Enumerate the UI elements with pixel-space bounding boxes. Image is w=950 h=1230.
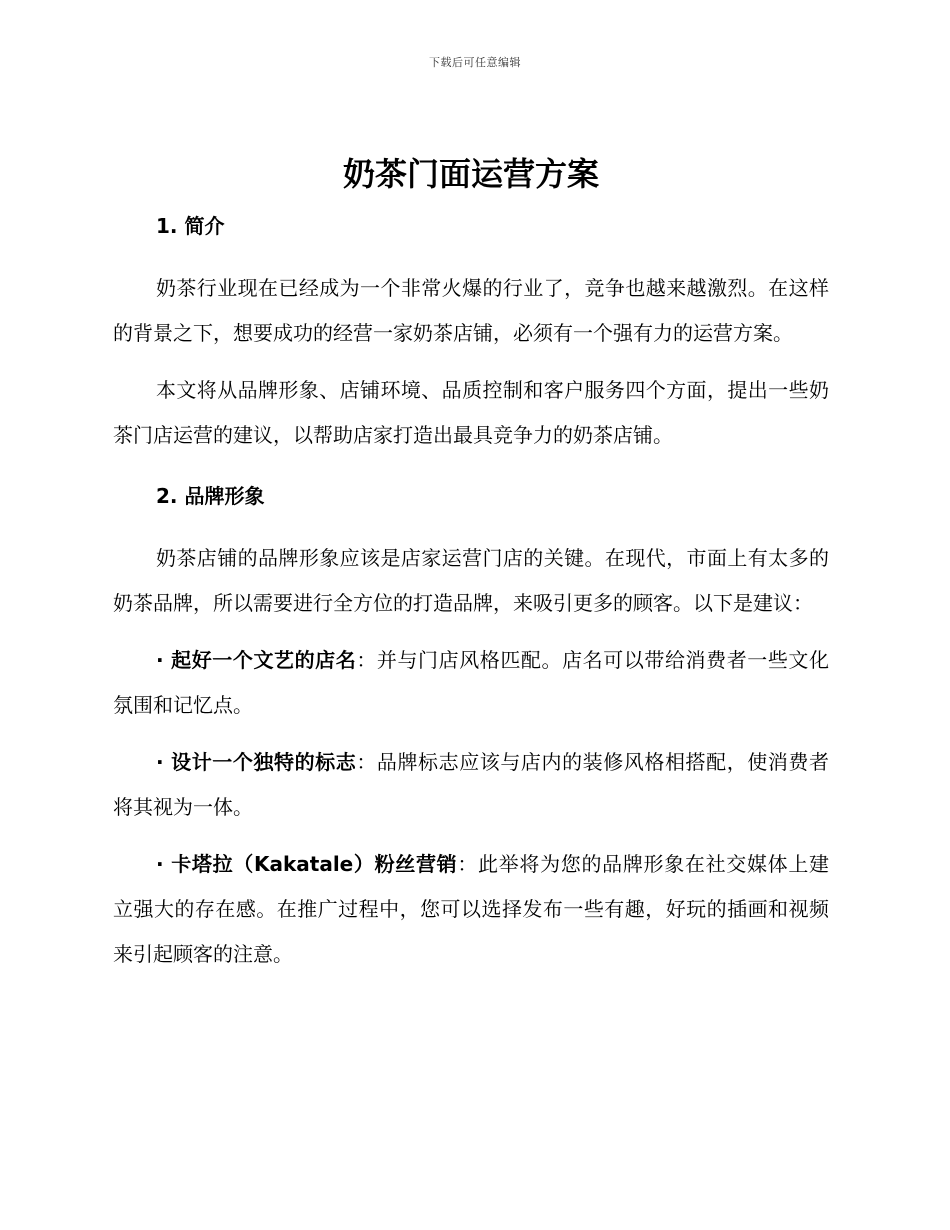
- bullet-lead: · 设计一个独特的标志: [156, 750, 357, 774]
- bullet-lead: · 起好一个文艺的店名: [156, 648, 357, 672]
- bullet-text: ：并与门店风格匹配。店名可以带给消费者一些文化氛围和记忆点。: [113, 648, 830, 717]
- brand-paragraph: 奶茶店铺的品牌形象应该是店家运营门店的关键。在现代，市面上有太多的奶茶品牌，所以需要进行全方位的打造品牌，来吸引更多的顾客。以下是建议：: [113, 546, 829, 615]
- bullet-text: ：此举将为您的品牌形象在社交媒体上建立强大的存在感。在推广过程中，您可以选择发布一些有趣，好玩的插画和视频来引起顾客的注意。: [113, 852, 830, 966]
- bullet-text: ：品牌标志应该与店内的装修风格相搭配，使消费者将其视为一体。: [113, 750, 830, 819]
- bullet-item-store-name: [113, 638, 829, 728]
- intro-paragraph-1: 奶茶行业现在已经成为一个非常火爆的行业了，竞争也越来越激烈。在这样的背景之下，想要成功的经营一家奶茶店铺，必须有一个强有力的运营方案。: [113, 276, 829, 345]
- section-heading-brand: 2. 品牌形象: [156, 484, 265, 508]
- section-heading-intro: 1. 简介: [156, 214, 225, 238]
- document-body: [113, 146, 829, 989]
- intro-paragraph-2: 本文将从品牌形象、店铺环境、品质控制和客户服务四个方面，提出一些奶茶门店运营的建议，以帮助店家打造出最具竞争力的奶茶店铺。: [113, 378, 829, 447]
- header-note: 下载后可任意编辑: [429, 56, 521, 69]
- bullet-item-fan-marketing: [113, 842, 829, 977]
- bullet-item-logo: [113, 740, 829, 830]
- bullet-lead: · 卡塔拉（Kakatale）粉丝营销: [156, 852, 458, 876]
- document-title: 奶茶门面运营方案: [342, 155, 599, 193]
